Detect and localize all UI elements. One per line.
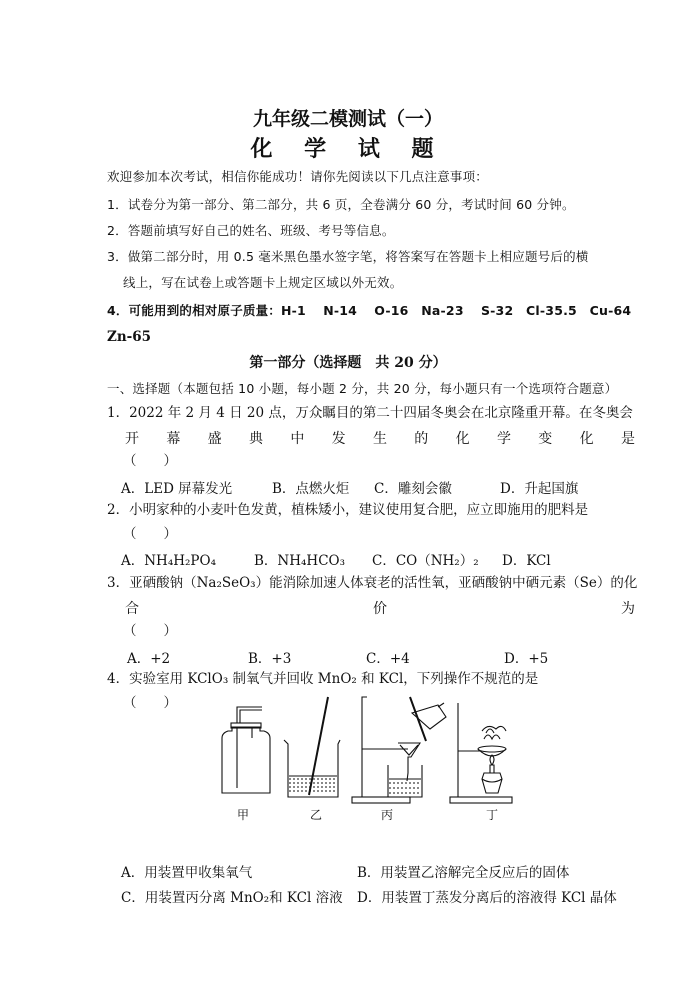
q1-word: 学 (496, 431, 511, 447)
q2-option-d: D．KCl (502, 553, 551, 569)
q3-option-a: A．+2 (127, 651, 171, 667)
q4-option-c: C．用装置丙分离 MnO₂和 KCl 溶液 (121, 890, 343, 906)
q1-word: 盛 (207, 431, 222, 447)
q1-option-b: B．点燃火炬 (272, 481, 350, 497)
q1-word: 幕 (166, 431, 181, 447)
q3-option-d: D．+5 (504, 651, 549, 667)
apparatus-yi-beaker (284, 697, 340, 797)
q1-option-a: A．LED 屏幕发光 (121, 481, 233, 497)
apparatus-bing-filtration (352, 697, 446, 803)
q1-word: 生 (372, 431, 387, 447)
apparatus-ding-evaporation (450, 703, 512, 803)
q3-word: 合 (125, 601, 139, 617)
q4-option-a: A．用装置甲收集氧气 (121, 865, 253, 881)
figure-label-jia: 甲 (237, 808, 250, 822)
q1-word: 开 (125, 431, 139, 447)
q3-option-b: B．+3 (248, 651, 292, 667)
q4-apparatus-figure (212, 693, 524, 828)
q3-stem-line-2 (125, 598, 635, 618)
q2-option-b: B．NH₄HCO₃ (254, 553, 345, 569)
q3-word: 价 (373, 601, 387, 617)
q3-stem-line-1: 3．亚硒酸钠（Na₂SeO₃）能消除加速人体衰老的活性氧，亚硒酸钠中硒元素（Se）的化 (107, 575, 638, 591)
intro-note-2: 2．答题前填写好自己的姓名、班级、考号等信息。 (107, 223, 395, 238)
q4-stem: 4．实验室用 KClO₃ 制氧气并回收 MnO₂ 和 KCl，下列操作不规范的是 (107, 671, 539, 687)
part1-instruction: 一、选择题（本题包括 10 小题，每小题 2 分，共 20 分，每小题只有一个选项符合题意） (107, 381, 618, 396)
q1-word: 化 (455, 431, 470, 447)
exam-title: 九年级二模测试（一） (252, 108, 443, 130)
figure-label-bing: 丙 (381, 808, 394, 822)
q1-word: 典 (248, 431, 263, 447)
q4-answer-bracket: （ ） (123, 695, 177, 711)
q1-stem-line-2 (125, 428, 635, 448)
figure-label-yi: 乙 (310, 808, 323, 822)
q2-option-a: A．NH₄H₂PO₄ (121, 553, 216, 569)
q1-word: 的 (414, 431, 429, 447)
q1-stem-line-1: 1．2022 年 2 月 4 日 20 点，万众瞩目的第二十四届冬奥会在北京隆重开幕。在冬奥会 (107, 405, 633, 421)
q1-word: 化 (579, 431, 594, 447)
intro-note-1: 1．试卷分为第一部分、第二部分，共 6 页，全卷满分 60 分，考试时间 60 分钟。 (107, 197, 575, 212)
q3-word: 为 (621, 601, 635, 617)
intro-note-4-line-1: 4．可能用到的相对原子质量：H-1 N-14 O-16 Na-23 S-32 Cl-35.5 Cu-64 (107, 303, 632, 318)
q1-answer-bracket: （ ） (123, 453, 177, 469)
q2-option-c: C．CO（NH₂）₂ (372, 553, 479, 569)
q2-stem: 2．小明家种的小麦叶色发黄，植株矮小，建议使用复合肥，应立即施用的肥料是 (107, 502, 589, 518)
q1-option-d: D．升起国旗 (500, 481, 579, 497)
intro-note-3-line-1: 3．做第二部分时，用 0.5 毫米黑色墨水签字笔，将答案写在答题卡上相应题号后的横 (107, 249, 589, 264)
part1-heading: 第一部分（选择题 共 20 分） (249, 355, 447, 371)
intro-greeting: 欢迎参加本次考试，相信你能成功！请你先阅读以下几点注意事项： (107, 169, 489, 184)
figure-label-ding: 丁 (486, 808, 499, 822)
exam-subject-title: 化 学 试 题 (250, 137, 446, 162)
intro-note-4-line-2: Zn-65 (107, 329, 152, 345)
q1-word: 发 (331, 431, 346, 447)
q2-answer-bracket: （ ） (123, 526, 177, 542)
q1-word: 变 (538, 431, 553, 447)
q4-option-d: D．用装置丁蒸发分离后的溶液得 KCl 晶体 (357, 890, 617, 906)
q3-answer-bracket: （ ） (123, 623, 177, 639)
apparatus-jia-gas-bottle (222, 707, 270, 793)
intro-note-3-line-2: 线上，写在试卷上或答题卡上规定区域以外无效。 (123, 275, 403, 290)
q1-word: 是 (620, 431, 635, 447)
q3-option-c: C．+4 (366, 651, 410, 667)
q1-option-c: C．雕刻会徽 (374, 481, 452, 497)
q1-word: 中 (290, 431, 305, 447)
q4-option-b: B．用装置乙溶解完全反应后的固体 (357, 865, 570, 881)
